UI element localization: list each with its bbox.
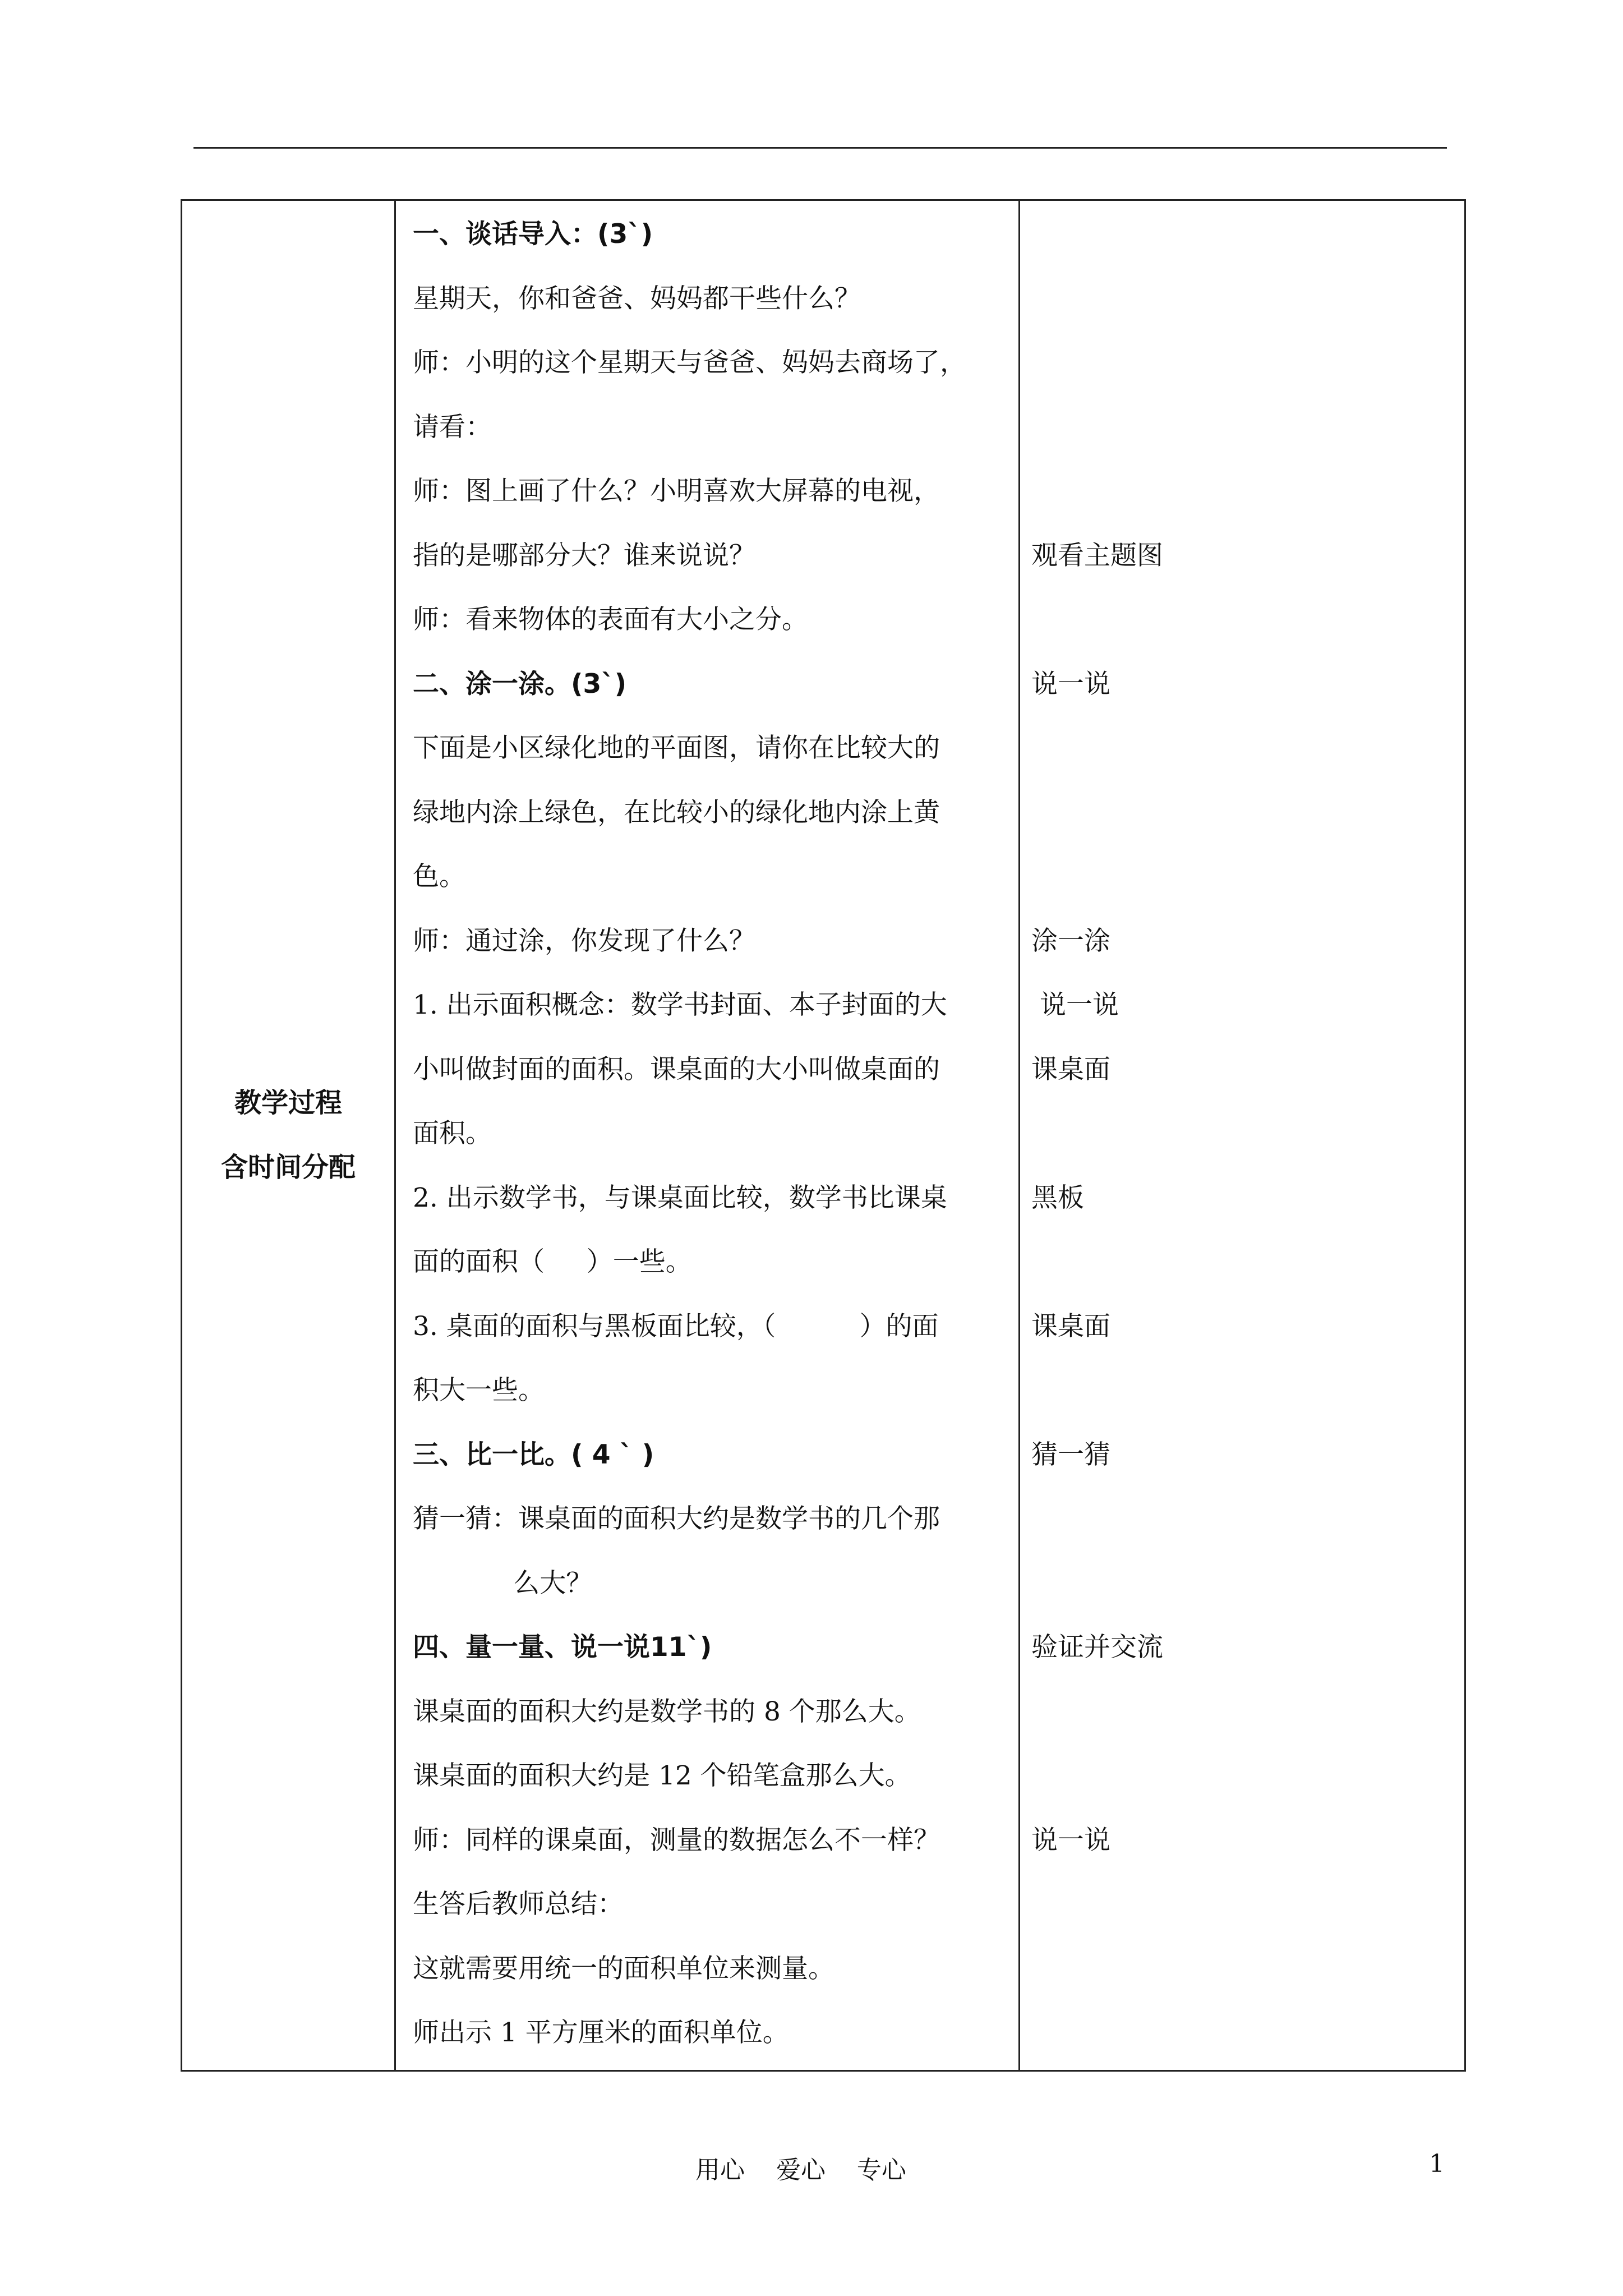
table-row (182, 200, 1465, 2071)
process-line: 师：通过涂，你发现了什么？ (413, 925, 755, 956)
process-line: 积大一些。 (413, 1375, 545, 1406)
activity-note: 黑板 (1031, 1182, 1084, 1213)
process-line: 下面是小区绿化地的平面图，请你在比较大的 (413, 733, 940, 763)
process-line: 师：看来物体的表面有大小之分。 (413, 604, 808, 635)
process-line: 色。 (413, 861, 465, 892)
lesson-plan-table (181, 199, 1466, 2072)
process-line: 课桌面的面积大约是数学书的 8 个那么大。 (413, 1696, 921, 1727)
process-line: 生答后教师总结： (413, 1889, 624, 1920)
process-line: 师：小明的这个星期天与爸爸、妈妈去商场了， (413, 347, 966, 378)
process-line: 绿地内涂上绿色，在比较小的绿化地内涂上黄 (413, 797, 940, 828)
label-cell (182, 200, 395, 2071)
activity-note: 说一说 (1031, 668, 1110, 700)
activity-note: 说一说 (1031, 1824, 1110, 1856)
activity-note: 验证并交流 (1031, 1632, 1163, 1663)
process-line: 面的面积（ ）一些。 (413, 1246, 692, 1277)
process-line: 课桌面的面积大约是 12 个铅笔盒那么大。 (413, 1760, 911, 1791)
page-number: 1 (1429, 2150, 1445, 2178)
process-cell (395, 200, 1020, 2071)
process-line: 请看： (413, 411, 492, 443)
section-heading: 二、涂一涂。(3`) (413, 668, 627, 700)
activity-note: 观看主题图 (1031, 540, 1163, 571)
activity-note: 涂一涂 (1031, 925, 1110, 956)
activity-note: 课桌面 (1031, 1310, 1110, 1342)
process-line: 师：图上画了什么？小明喜欢大屏幕的电视， (413, 476, 940, 507)
process-line: 猜一猜：课桌面的面积大约是数学书的几个那 (413, 1503, 940, 1534)
activity-lines (1020, 201, 1464, 2070)
activity-note: 说一说 (1031, 990, 1119, 1020)
activity-cell (1020, 200, 1465, 2071)
process-line: 师出示 1 平方厘米的面积单位。 (413, 2017, 789, 2048)
process-line: 3. 桌面的面积与黑板面比较，（ ）的面 (413, 1310, 939, 1342)
process-line: 面积。 (413, 1118, 492, 1149)
process-line: 师：同样的课桌面，测量的数据怎么不一样？ (413, 1824, 940, 1856)
label-line: 教学过程 (234, 1087, 342, 1119)
process-line: 小叫做封面的面积。课桌面的大小叫做桌面的 (413, 1053, 940, 1085)
activity-note: 猜一猜 (1031, 1439, 1110, 1470)
process-line: 星期天，你和爸爸、妈妈都干些什么？ (413, 283, 861, 314)
process-line: 2. 出示数学书，与课桌面比较，数学书比课桌 (413, 1182, 947, 1213)
section-heading: 四、量一量、说一说11`) (413, 1632, 712, 1663)
section-heading: 一、谈话导入：(3`) (413, 219, 653, 250)
section-heading: 三、比一比。( 4 ` ) (413, 1439, 654, 1470)
activity-note: 课桌面 (1031, 1053, 1110, 1085)
footer-motto: 用心 爱心 专心 (695, 2156, 906, 2184)
process-line: 么大？ (413, 1567, 593, 1599)
process-line: 1. 出示面积概念：数学书封面、本子封面的大 (413, 990, 947, 1020)
header-rule (193, 147, 1447, 149)
process-lines (396, 201, 1018, 2070)
label-line: 含时间分配 (220, 1152, 356, 1183)
process-line: 指的是哪部分大？谁来说说？ (413, 540, 755, 571)
process-line: 这就需要用统一的面积单位来测量。 (413, 1953, 834, 1984)
